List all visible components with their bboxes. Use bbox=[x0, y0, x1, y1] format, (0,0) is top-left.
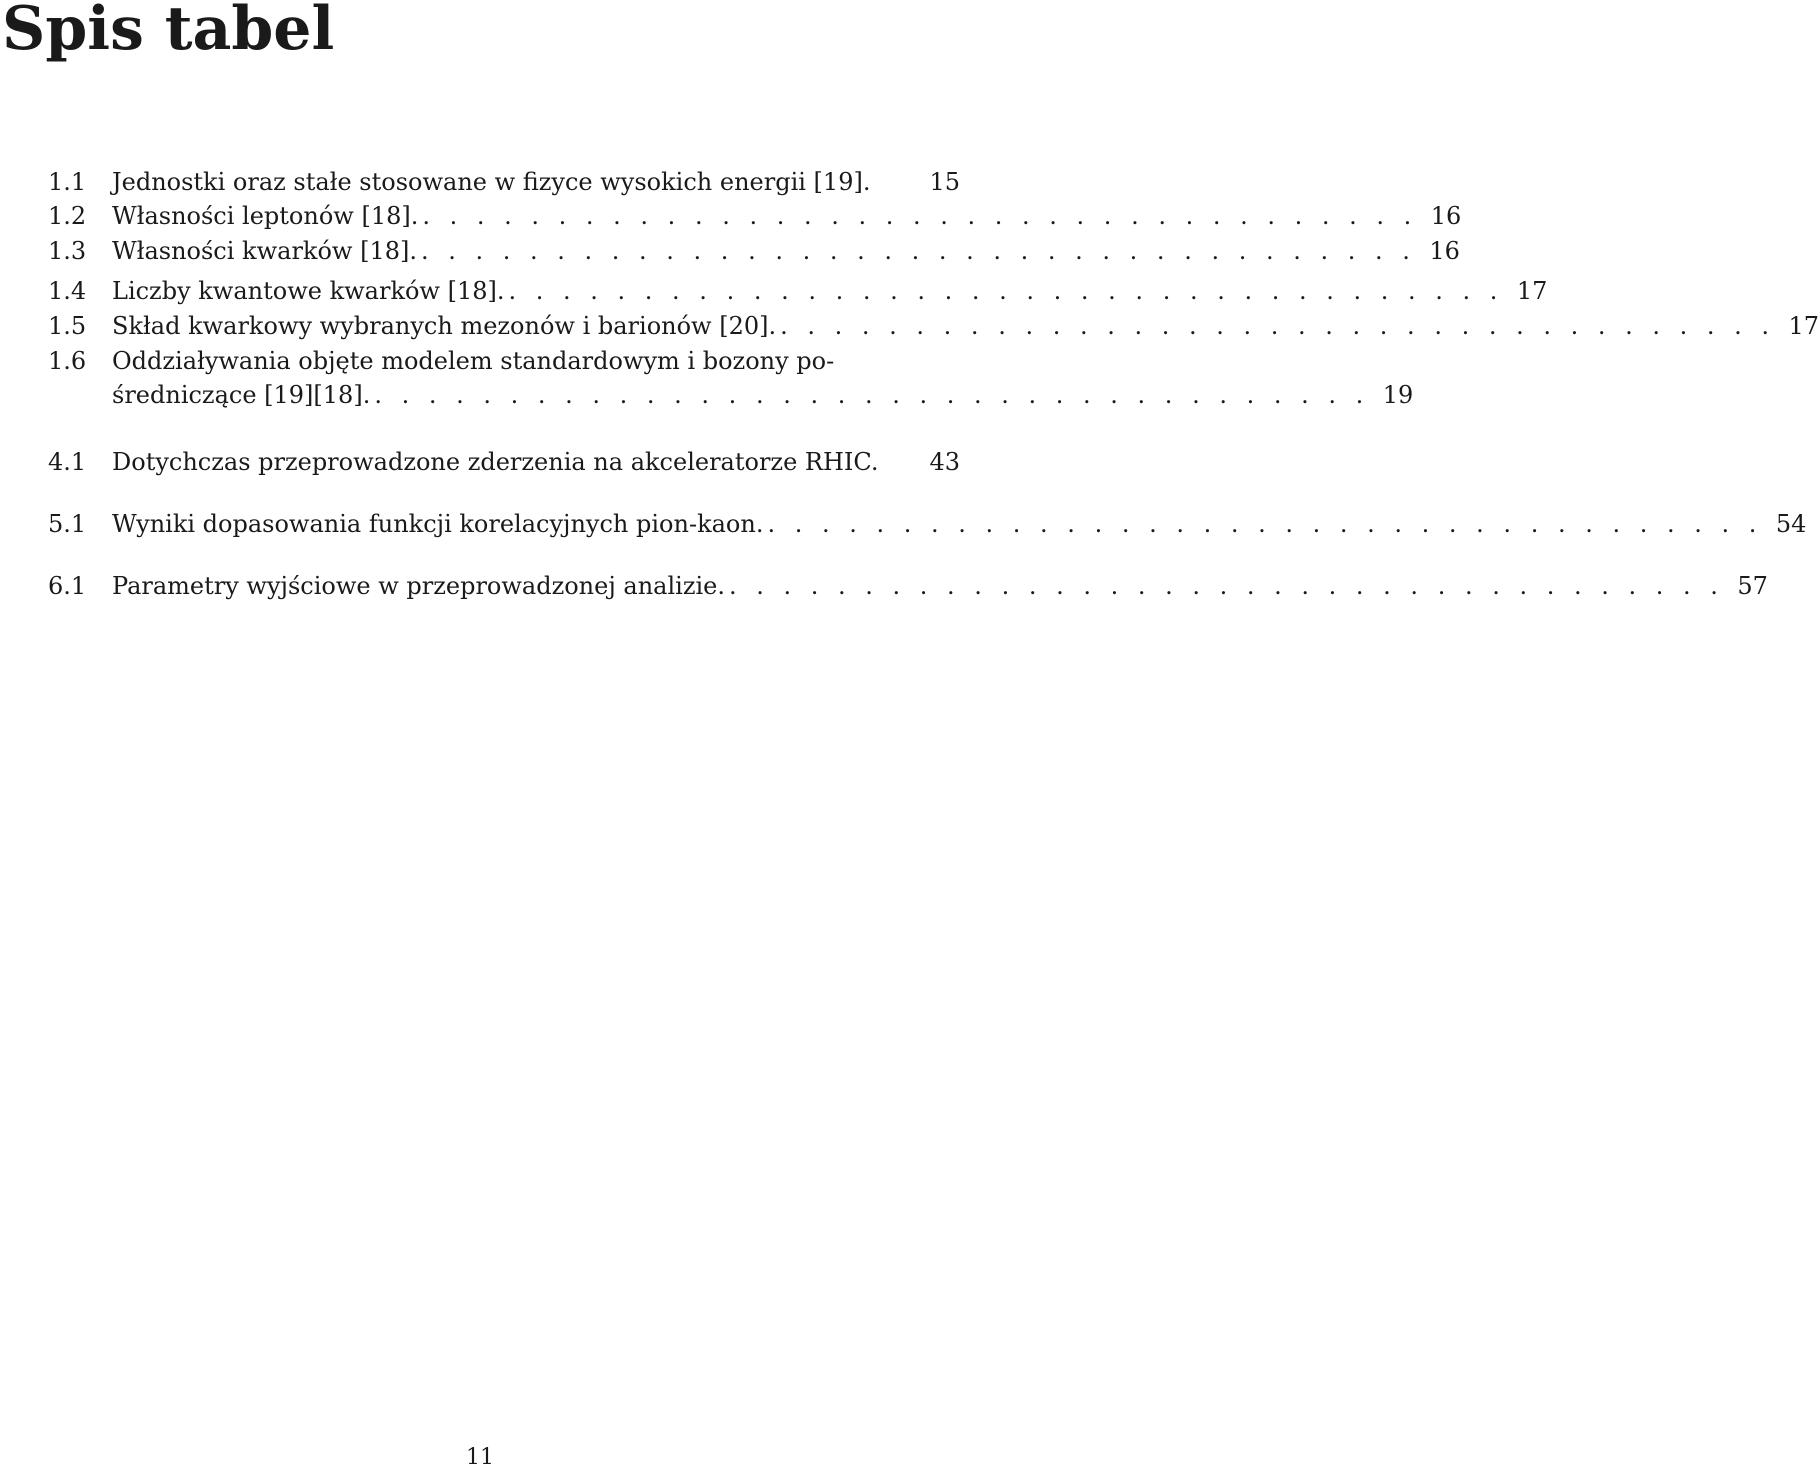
dot-leader: . . . . . . . . . . . . . . . . . . . . . . . . . . . . . . . . . . . . . bbox=[767, 510, 1763, 538]
entry-number: 1.6 bbox=[48, 347, 87, 375]
page-title: Spis tabel bbox=[2, 0, 335, 64]
entry-title-line-1: Oddziaływania objęte modelem standardowym i bozony po- bbox=[112, 347, 835, 375]
entry-title-line-2: średniczące [19][18]. bbox=[112, 381, 371, 409]
entry-page: 17 bbox=[1788, 312, 1819, 340]
entry-number: 4.1 bbox=[48, 448, 87, 476]
footer-page-number: 11 bbox=[466, 1445, 494, 1470]
entry-number: 1.5 bbox=[48, 312, 87, 340]
entry-page: 17 bbox=[1516, 277, 1548, 305]
entry-number: 1.2 bbox=[48, 202, 87, 230]
dot-leader: . . . . . . . . . . . . . . . . . . . . . . . . . . . . . . . . . . . . . bbox=[780, 312, 1776, 340]
dot-leader: . . . . . . . . . . . . . . . . . . . . . . . . . . . . . . . . . . . . . bbox=[374, 381, 1370, 409]
entry-title: Własności leptonów [18]. bbox=[112, 202, 419, 230]
dot-leader: . . . . . . . . . . . . . . . . . . . . . . . . . . . . . . . . . . . . . bbox=[508, 277, 1504, 305]
entry-page: 57 bbox=[1737, 572, 1768, 600]
entry-number: 1.1 bbox=[48, 168, 87, 196]
entry-page: 16 bbox=[1429, 237, 1460, 265]
entry-title: Jednostki oraz stałe stosowane w fizyce wysokich energii [19]. bbox=[112, 168, 871, 196]
entry-page: 15 bbox=[929, 168, 960, 196]
entry-number: 6.1 bbox=[48, 572, 87, 600]
entry-title: Wyniki dopasowania funkcji korelacyjnych pion-kaon. bbox=[112, 510, 764, 538]
entry-title: Parametry wyjściowe w przeprowadzonej analizie. bbox=[112, 572, 725, 600]
entry-number: 5.1 bbox=[48, 510, 87, 538]
dot-leader: . . . . . . . . . . . . . . . . . . . . . . . . . . . . . . . . . . . . . bbox=[728, 572, 1724, 600]
entry-title: Dotychczas przeprowadzone zderzenia na akceleratorze RHIC. bbox=[112, 448, 879, 476]
entry-number: 1.4 bbox=[48, 277, 87, 305]
dot-leader: . . . . . . . . . . . . . . . . . . . . . . . . . . . . . . . . . . . . . bbox=[420, 237, 1416, 265]
entry-title: Skład kwarkowy wybranych mezonów i barionów [20]. bbox=[112, 312, 777, 340]
entry-title: Własności kwarków [18]. bbox=[112, 237, 417, 265]
entry-page: 43 bbox=[929, 448, 960, 476]
dot-leader: . . . . . . . . . . . . . . . . . . . . . . . . . . . . . . . . . . . . . bbox=[422, 202, 1418, 230]
entry-page: 19 bbox=[1382, 381, 1414, 409]
entry-number: 1.3 bbox=[48, 237, 87, 265]
entry-title: Liczby kwantowe kwarków [18]. bbox=[112, 277, 505, 305]
entry-page: 54 bbox=[1775, 510, 1807, 538]
entry-page: 16 bbox=[1430, 202, 1462, 230]
